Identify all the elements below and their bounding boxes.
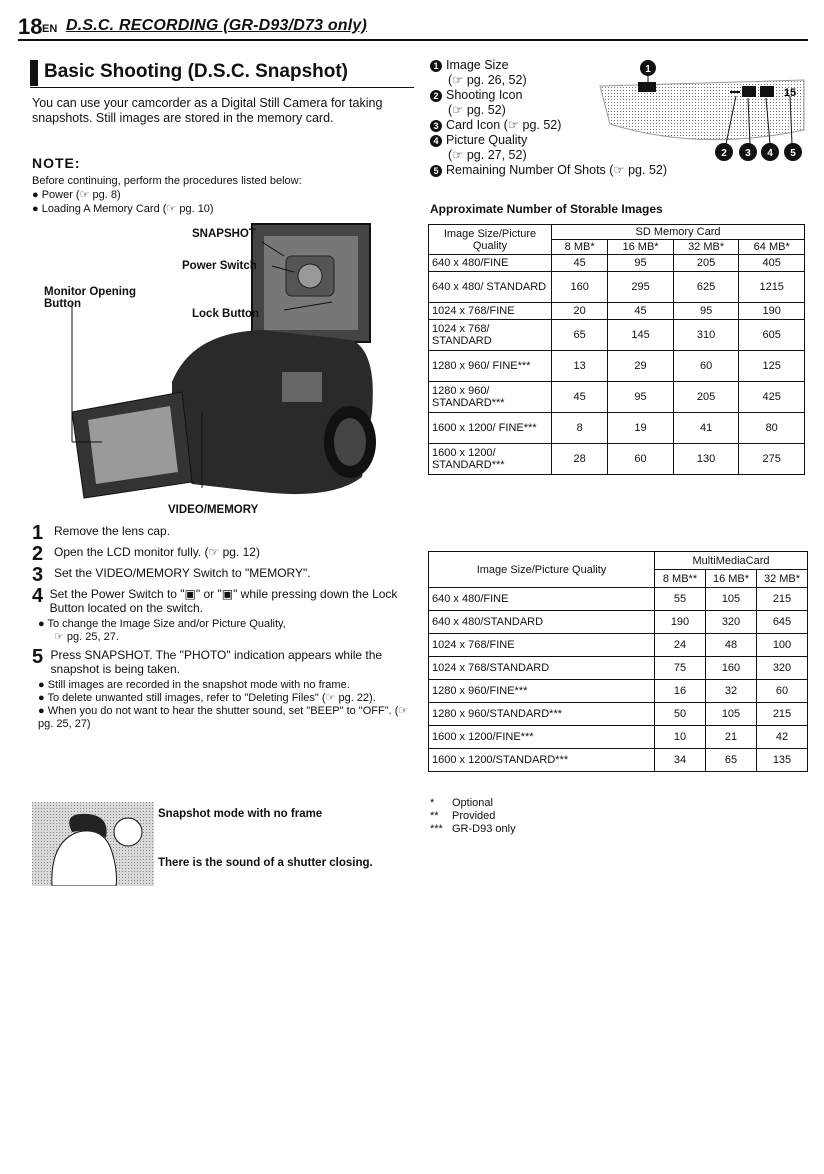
table-cell: 60 — [608, 444, 674, 475]
row-label: 640 x 480/STANDARD — [429, 611, 655, 634]
table-corner-header: Image Size/Picture Quality — [429, 225, 552, 255]
table-cell: 310 — [673, 320, 739, 351]
video-memory-label: VIDEO/MEMORY — [168, 504, 259, 516]
note-line: ● Loading A Memory Card (☞ pg. 10) — [32, 203, 214, 215]
callout-number: 3 — [430, 120, 442, 132]
step-4-bullet: ● To change the Image Size and/or Picture Quality, — [38, 618, 286, 630]
table-row — [429, 382, 805, 413]
power-switch-label: Power Switch — [182, 260, 257, 272]
snapshot-label: SNAPSHOT — [192, 228, 256, 240]
step-4 — [32, 587, 414, 615]
lcd-display-diagram — [590, 60, 808, 170]
row-label: 1600 x 1200/ FINE*** — [429, 413, 552, 444]
table-row — [429, 749, 808, 772]
callout-number: 5 — [430, 165, 442, 177]
section-marker — [30, 60, 38, 86]
table-cell: 75 — [655, 657, 706, 680]
table-cell: 29 — [608, 351, 674, 382]
callout-number: 4 — [430, 135, 442, 147]
column-header: 32 MB* — [757, 570, 808, 588]
row-label: 1024 x 768/FINE — [429, 303, 552, 320]
storable-images-title: Approximate Number of Storable Images — [430, 202, 663, 216]
footnote-mark: ** — [430, 810, 439, 822]
table-cell: 8 — [552, 413, 608, 444]
table-cell: 28 — [552, 444, 608, 475]
callout-ref: (☞ pg. 52) — [448, 103, 506, 117]
table-cell: 13 — [552, 351, 608, 382]
table-corner-header: Image Size/Picture Quality — [429, 552, 655, 588]
step-text: Press SNAPSHOT. The "PHOTO" indication appears while the snapshot is being taken. — [50, 648, 383, 676]
step-5-bullet: ● When you do not want to hear the shutter sound, set "BEEP" to "OFF". (☞ pg. 25, 27) — [38, 705, 409, 730]
lcd-mark: 1 — [645, 64, 651, 75]
intro-paragraph: You can use your camcorder as a Digital Still Camera for taking snapshots. Still images are stored in the memory card. — [32, 96, 383, 125]
table-cell: 50 — [655, 703, 706, 726]
table-group-header: SD Memory Card — [552, 225, 805, 240]
table-row — [429, 611, 808, 634]
table-cell: 1215 — [739, 272, 805, 303]
step-2 — [32, 545, 414, 563]
footnote-mark: * — [430, 797, 435, 809]
section-title: Basic Shooting (D.S.C. Snapshot) — [44, 61, 349, 82]
table-cell: 48 — [706, 634, 757, 657]
table-cell: 605 — [739, 320, 805, 351]
note-body — [32, 174, 414, 216]
row-label: 1600 x 1200/FINE*** — [429, 726, 655, 749]
table-cell: 100 — [757, 634, 808, 657]
lcd-mark: 4 — [767, 148, 773, 159]
row-label: 1280 x 960/STANDARD*** — [429, 703, 655, 726]
table-row — [429, 588, 808, 611]
table-cell: 60 — [757, 680, 808, 703]
header-rule — [18, 39, 808, 41]
row-label: 1024 x 768/STANDARD — [429, 657, 655, 680]
column-header: 64 MB* — [739, 240, 805, 255]
table-cell: 135 — [757, 749, 808, 772]
snapshot-example-illustration — [32, 802, 154, 886]
table-cell: 41 — [673, 413, 739, 444]
procedure-steps — [32, 524, 414, 731]
table-row — [429, 255, 805, 272]
table-cell: 205 — [673, 382, 739, 413]
table-cell: 65 — [552, 320, 608, 351]
lock-button-label: Lock Button — [192, 308, 260, 320]
table-cell: 65 — [706, 749, 757, 772]
table-cell: 60 — [673, 351, 739, 382]
table-cell: 160 — [552, 272, 608, 303]
lcd-mark: 5 — [790, 148, 796, 159]
note-title: NOTE: — [32, 155, 81, 171]
step-text: Set the VIDEO/MEMORY Switch to "MEMORY". — [54, 566, 311, 580]
callout-number: 1 — [430, 60, 442, 72]
step-3 — [32, 566, 414, 584]
table-cell: 32 — [706, 680, 757, 703]
table-cell: 405 — [739, 255, 805, 272]
footnote — [430, 797, 516, 810]
note-line: ● Power (☞ pg. 8) — [32, 189, 121, 201]
table-cell: 105 — [706, 703, 757, 726]
table-cell: 55 — [655, 588, 706, 611]
table-cell: 425 — [739, 382, 805, 413]
table-cell: 16 — [655, 680, 706, 703]
callout-text: Image Size — [446, 58, 509, 72]
table-row — [429, 726, 808, 749]
table-cell: 19 — [608, 413, 674, 444]
table-row — [429, 351, 805, 382]
table-row — [429, 703, 808, 726]
footnote — [430, 823, 516, 836]
language-code: EN — [42, 23, 58, 35]
table-cell: 295 — [608, 272, 674, 303]
table-cell: 34 — [655, 749, 706, 772]
column-header: 16 MB* — [608, 240, 674, 255]
table-row — [429, 413, 805, 444]
snapshot-mode-caption: Snapshot mode with no frame — [158, 808, 323, 820]
callout-number: 2 — [430, 90, 442, 102]
table-cell: 125 — [739, 351, 805, 382]
lcd-mark: 2 — [721, 148, 727, 159]
section-rule — [30, 87, 414, 88]
note-line: Before continuing, perform the procedures listed below: — [32, 175, 302, 187]
row-label: 640 x 480/FINE — [429, 255, 552, 272]
snapshot-drawing — [32, 802, 154, 886]
table-cell: 205 — [673, 255, 739, 272]
table-cell: 45 — [552, 382, 608, 413]
step-5-bullet: ● To delete unwanted still images, refer to "Deleting Files" (☞ pg. 22). — [38, 692, 376, 704]
footnote-text: Provided — [452, 810, 496, 822]
table-cell: 645 — [757, 611, 808, 634]
table-cell: 95 — [673, 303, 739, 320]
table-cell: 24 — [655, 634, 706, 657]
table-cell: 105 — [706, 588, 757, 611]
lcd-mark: 3 — [745, 148, 751, 159]
table-row — [429, 303, 805, 320]
step-text: Remove the lens cap. — [54, 524, 171, 538]
footnote — [430, 810, 516, 823]
footnote-text: Optional — [452, 797, 493, 809]
step-number: 1 — [32, 522, 44, 544]
multimediacard-table — [428, 551, 808, 772]
page-number: 18 — [18, 14, 43, 39]
table-cell: 625 — [673, 272, 739, 303]
sd-card-table — [428, 224, 805, 475]
step-5 — [32, 648, 414, 676]
footnote-text: GR-D93 only — [452, 823, 516, 835]
table-cell: 190 — [739, 303, 805, 320]
row-label: 1024 x 768/FINE — [429, 634, 655, 657]
table-cell: 42 — [757, 726, 808, 749]
step-number: 5 — [32, 646, 44, 668]
callout-ref: (☞ pg. 26, 52) — [448, 73, 527, 87]
table-row — [429, 634, 808, 657]
table-cell: 45 — [608, 303, 674, 320]
column-header: 32 MB* — [673, 240, 739, 255]
footnote-mark: *** — [430, 823, 443, 835]
table-cell: 130 — [673, 444, 739, 475]
lcd-screen-drawing — [590, 60, 808, 170]
row-label: 1280 x 960/FINE*** — [429, 680, 655, 703]
table-cell: 21 — [706, 726, 757, 749]
row-label: 1600 x 1200/STANDARD*** — [429, 749, 655, 772]
step-1 — [32, 524, 414, 542]
table-row — [429, 320, 805, 351]
table-row — [429, 680, 808, 703]
monitor-button-label: Monitor Opening Button — [44, 286, 136, 310]
step-number: 3 — [32, 564, 44, 586]
table-row — [429, 444, 805, 475]
step-number: 4 — [32, 585, 44, 607]
row-label: 640 x 480/ STANDARD — [429, 272, 552, 303]
table-cell: 95 — [608, 255, 674, 272]
table-cell: 215 — [757, 703, 808, 726]
row-label: 1280 x 960/ STANDARD*** — [429, 382, 552, 413]
column-header: 8 MB* — [552, 240, 608, 255]
table-cell: 80 — [739, 413, 805, 444]
row-label: 1280 x 960/ FINE*** — [429, 351, 552, 382]
column-header: 16 MB* — [706, 570, 757, 588]
callout-text: Shooting Icon — [446, 88, 523, 102]
step-text: Set the Power Switch to "▣" or "▣" while pressing down the Lock Button located on the switch. — [49, 587, 398, 615]
table-row — [429, 272, 805, 303]
lcd-remaining-shots: 15 — [783, 87, 797, 99]
row-label: 1600 x 1200/ STANDARD*** — [429, 444, 552, 475]
table-cell: 190 — [655, 611, 706, 634]
table-cell: 160 — [706, 657, 757, 680]
callout-text: Picture Quality — [446, 133, 528, 147]
step-4-ref: ☞ pg. 25, 27. — [54, 631, 119, 643]
table-cell: 95 — [608, 382, 674, 413]
shutter-sound-caption: There is the sound of a shutter closing. — [158, 857, 373, 869]
table-cell: 215 — [757, 588, 808, 611]
callout-text: Card Icon (☞ pg. 52) — [446, 118, 562, 132]
table-cell: 320 — [757, 657, 808, 680]
callout-ref: (☞ pg. 27, 52) — [448, 148, 527, 162]
table-group-header: MultiMediaCard — [655, 552, 808, 570]
table-cell: 320 — [706, 611, 757, 634]
table-row — [429, 657, 808, 680]
row-label: 640 x 480/FINE — [429, 588, 655, 611]
camcorder-illustration — [32, 222, 392, 504]
table-cell: 10 — [655, 726, 706, 749]
table-cell: 20 — [552, 303, 608, 320]
step-number: 2 — [32, 543, 44, 565]
footnotes — [430, 797, 516, 836]
column-header: 8 MB** — [655, 570, 706, 588]
table-cell: 275 — [739, 444, 805, 475]
table-cell: 45 — [552, 255, 608, 272]
row-label: 1024 x 768/ STANDARD — [429, 320, 552, 351]
chapter-title: D.S.C. RECORDING (GR-D93/D73 only) — [66, 17, 368, 34]
table-cell: 145 — [608, 320, 674, 351]
step-5-bullet: ● Still images are recorded in the snapshot mode with no frame. — [38, 679, 350, 691]
callout-text: Remaining Number Of Shots (☞ pg. 52) — [446, 163, 668, 177]
step-text: Open the LCD monitor fully. (☞ pg. 12) — [54, 545, 260, 559]
